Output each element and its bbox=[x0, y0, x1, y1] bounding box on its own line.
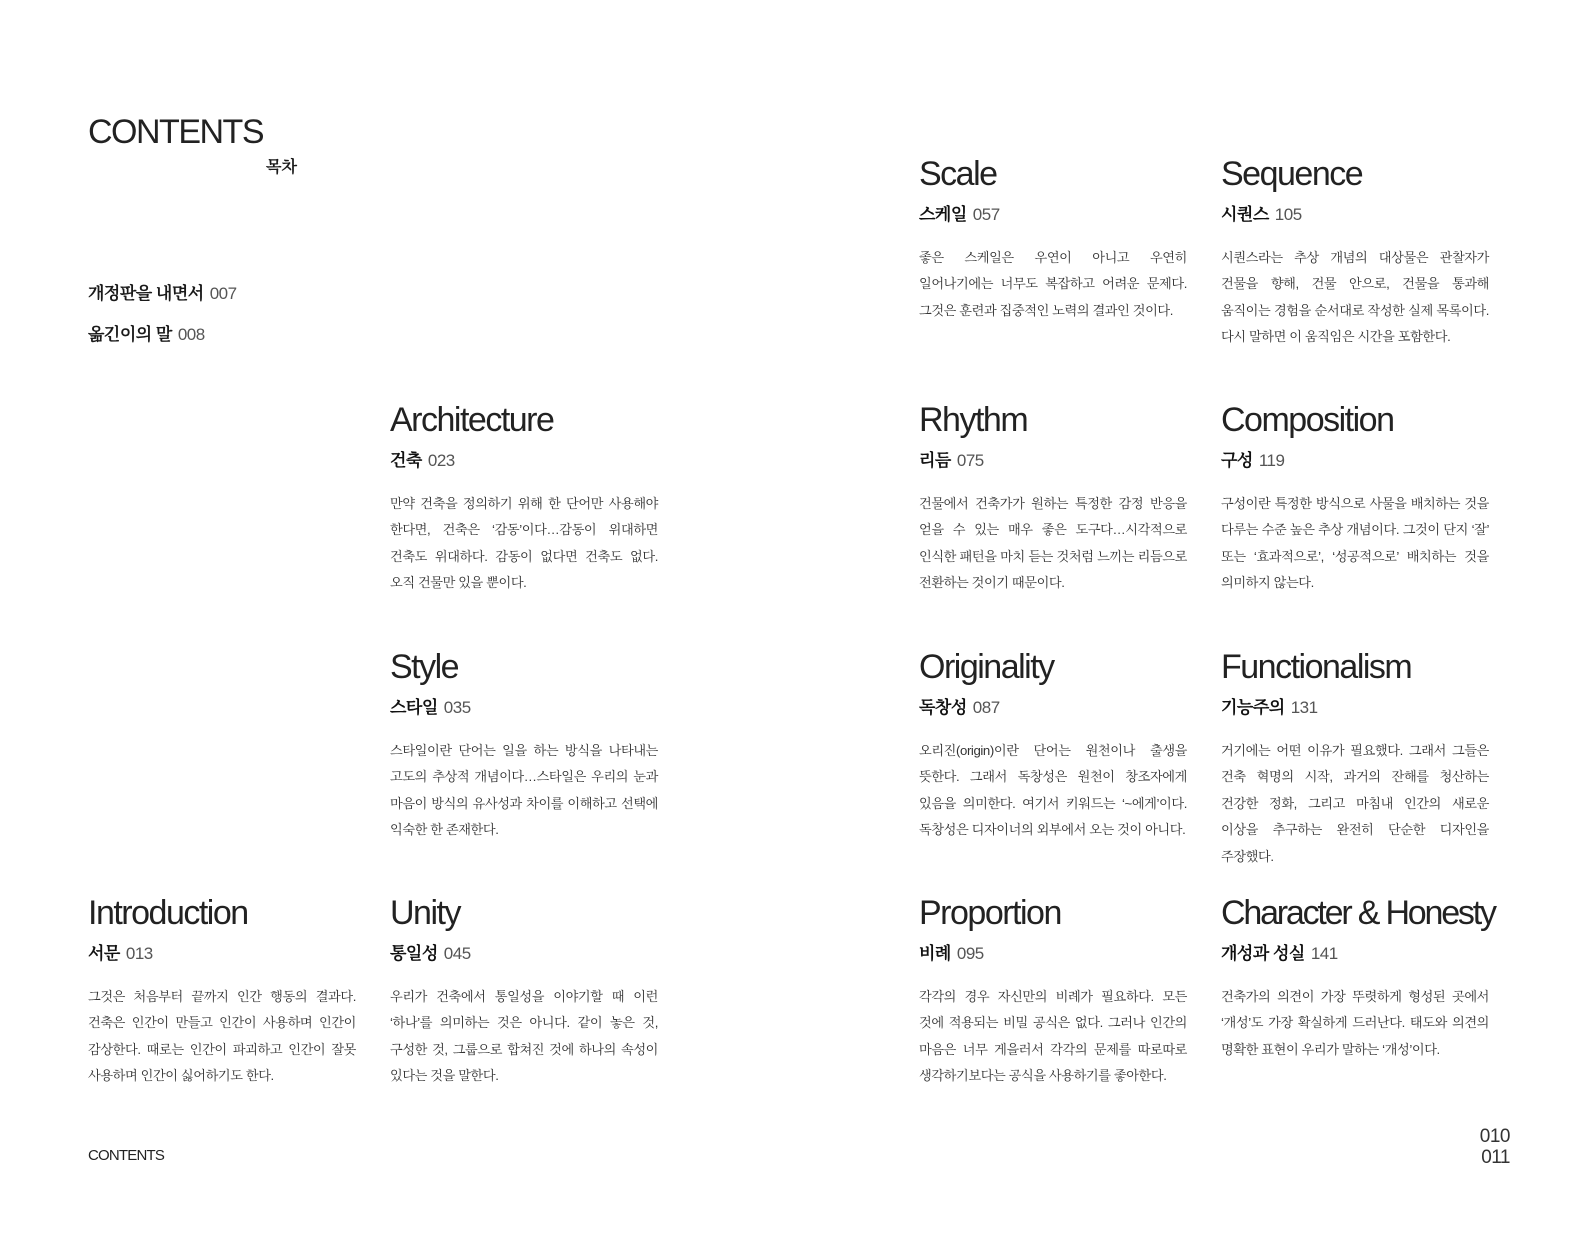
entry-title-ko: 스케일 bbox=[919, 204, 967, 224]
entry-title-ko: 개성과 성실 bbox=[1221, 943, 1305, 963]
entry-title-en: Originality bbox=[919, 648, 1054, 686]
entry-title-ko: 서문 bbox=[88, 943, 120, 963]
entry-title-ko: 통일성 bbox=[390, 943, 438, 963]
toc-entry-originality[interactable] bbox=[919, 647, 1187, 844]
front-matter-title: 옮긴이의 말 bbox=[88, 325, 172, 344]
entry-page: 045 bbox=[443, 943, 471, 963]
entry-page: 057 bbox=[972, 204, 1000, 224]
entry-description: 그것은 처음부터 끝까지 인간 행동의 결과다. 건축은 인간이 만들고 인간이 사용하며 인간이 감상한다. 때로는 인간이 파괴하고 인간이 잘못 사용하며 인간이 싫어하기도 한다. bbox=[88, 988, 356, 1084]
entry-page: 131 bbox=[1290, 697, 1318, 717]
front-matter-page: 007 bbox=[209, 284, 237, 303]
entry-title-en: Character & Honesty bbox=[1221, 894, 1495, 932]
entry-title-en: Proportion bbox=[919, 894, 1061, 932]
front-matter-preface[interactable] bbox=[88, 279, 237, 304]
entry-title-en: Functionalism bbox=[1221, 648, 1412, 686]
page-title: CONTENTS bbox=[88, 113, 263, 151]
entry-title-ko: 구성 bbox=[1221, 450, 1253, 470]
entry-page: 035 bbox=[443, 697, 471, 717]
entry-title-ko: 스타일 bbox=[390, 697, 438, 717]
toc-entry-rhythm[interactable] bbox=[919, 400, 1187, 597]
entry-title-ko: 독창성 bbox=[919, 697, 967, 717]
entry-title-en: Scale bbox=[919, 155, 997, 193]
entry-subtitle bbox=[1221, 446, 1489, 471]
entry-title-ko: 시퀀스 bbox=[1221, 204, 1269, 224]
entry-title-ko: 건축 bbox=[390, 450, 422, 470]
entry-subtitle bbox=[919, 939, 1187, 964]
entry-description: 거기에는 어떤 이유가 필요했다. 그래서 그들은 건축 혁명의 시작, 과거의 잔해를 청산하는 건강한 정화, 그리고 마침내 인간의 새로운 이상을 추구하는 완전히 단순한 디자인을 주장했다. bbox=[1221, 742, 1489, 864]
entry-title-en: Introduction bbox=[88, 894, 248, 932]
entry-page: 119 bbox=[1258, 450, 1285, 470]
toc-entry-proportion[interactable] bbox=[919, 893, 1187, 1090]
entry-subtitle bbox=[1221, 693, 1489, 718]
toc-entry-scale[interactable] bbox=[919, 154, 1187, 324]
entry-page: 095 bbox=[956, 943, 984, 963]
entry-subtitle bbox=[1221, 939, 1489, 964]
entry-title-ko: 리듬 bbox=[919, 450, 951, 470]
entry-title-en: Rhythm bbox=[919, 401, 1028, 439]
entry-subtitle bbox=[919, 200, 1187, 225]
entry-subtitle bbox=[919, 693, 1187, 718]
entry-description: 만약 건축을 정의하기 위해 한 단어만 사용해야 한다면, 건축은 ‘감동’이다…감동이 위대하면 건축도 위대하다. 감동이 없다면 건축도 없다. 오직 건물만 있을 뿐이다. bbox=[390, 495, 658, 591]
entry-description: 오리진(origin)이란 단어는 원천이나 출생을 뜻한다. 그래서 독창성은 원천이 창조자에게 있음을 의미한다. 여기서 키워드는 ‘~에게’이다. 독창성은 디자이너의 외부에서 오는 것이 아니다. bbox=[919, 742, 1187, 838]
entry-title-en: Unity bbox=[390, 894, 460, 932]
entry-page: 023 bbox=[427, 450, 455, 470]
entry-subtitle bbox=[919, 446, 1187, 471]
toc-entry-sequence[interactable] bbox=[1221, 154, 1489, 351]
page-number-left: 010 bbox=[1479, 1126, 1510, 1147]
entry-subtitle bbox=[390, 446, 658, 471]
entry-title-ko: 비례 bbox=[919, 943, 951, 963]
running-footer: CONTENTS bbox=[88, 1147, 165, 1164]
entry-title-en: Sequence bbox=[1221, 155, 1363, 193]
entry-description: 각각의 경우 자신만의 비례가 필요하다. 모든 것에 적용되는 비밀 공식은 없다. 그러나 인간의 마음은 너무 게을러서 각각의 문제를 따로따로 생각하기보다는 공식을 사용하기를 좋아한다. bbox=[919, 988, 1187, 1084]
entry-page: 075 bbox=[956, 450, 984, 470]
entry-description: 스타일이란 단어는 일을 하는 방식을 나타내는 고도의 추상적 개념이다…스타일은 우리의 눈과 마음이 방식의 유사성과 차이를 이해하고 선택에 익숙한 한 존재한다. bbox=[390, 742, 658, 838]
entry-description: 좋은 스케일은 우연이 아니고 우연히 일어나기에는 너무도 복잡하고 어려운 문제다. 그것은 훈련과 집중적인 노력의 결과인 것이다. bbox=[919, 249, 1187, 318]
toc-entry-composition[interactable] bbox=[1221, 400, 1489, 597]
toc-entry-character-honesty[interactable] bbox=[1221, 893, 1495, 1063]
entry-page: 141 bbox=[1310, 943, 1338, 963]
entry-subtitle bbox=[390, 939, 658, 964]
entry-subtitle bbox=[390, 693, 658, 718]
toc-entry-unity[interactable] bbox=[390, 893, 658, 1090]
entry-page: 013 bbox=[125, 943, 153, 963]
entry-page: 105 bbox=[1274, 204, 1302, 224]
front-matter-translator-note[interactable] bbox=[88, 320, 205, 345]
front-matter-page: 008 bbox=[177, 325, 205, 344]
front-matter-title: 개정판을 내면서 bbox=[88, 284, 204, 303]
entry-page: 087 bbox=[972, 697, 1000, 717]
entry-description: 우리가 건축에서 통일성을 이야기할 때 이런 ‘하나’를 의미하는 것은 아니다. 같이 놓은 것, 구성한 것, 그룹으로 합쳐진 것에 하나의 속성이 있다는 것을 말한다. bbox=[390, 988, 658, 1084]
page-numbers bbox=[1480, 1126, 1510, 1168]
entry-title-en: Architecture bbox=[390, 401, 554, 439]
entry-subtitle bbox=[88, 939, 356, 964]
entry-subtitle bbox=[1221, 200, 1489, 225]
entry-description: 건물에서 건축가가 원하는 특정한 감정 반응을 얻을 수 있는 매우 좋은 도구다…시각적으로 인식한 패턴을 마치 듣는 것처럼 느끼는 리듬으로 전환하는 것이기 때문이다. bbox=[919, 495, 1187, 591]
entry-title-ko: 기능주의 bbox=[1221, 697, 1285, 717]
entry-description: 시퀀스라는 추상 개념의 대상물은 관찰자가 건물을 향해, 건물 안으로, 건물을 통과해 움직이는 경험을 순서대로 작성한 실제 목록이다. 다시 말하면 이 움직임은 시간을 포함한다. bbox=[1221, 249, 1489, 345]
toc-entry-introduction[interactable] bbox=[88, 893, 356, 1090]
entry-description: 구성이란 특정한 방식으로 사물을 배치하는 것을 다루는 수준 높은 추상 개념이다. 그것이 단지 ‘잘’ 또는 ‘효과적으로’, ‘성공적으로’ 배치하는 것을 의미하지 않는다. bbox=[1221, 495, 1489, 591]
entry-description: 건축가의 의견이 가장 뚜렷하게 형성된 곳에서 ‘개성’도 가장 확실하게 드러난다. 태도와 의견의 명확한 표현이 우리가 말하는 ‘개성’이다. bbox=[1221, 988, 1489, 1057]
entry-title-en: Composition bbox=[1221, 401, 1394, 439]
page-number-right: 011 bbox=[1481, 1147, 1510, 1168]
toc-entry-architecture[interactable] bbox=[390, 400, 658, 597]
entry-title-en: Style bbox=[390, 648, 459, 686]
page-subtitle: 목차 bbox=[266, 159, 297, 176]
toc-entry-functionalism[interactable] bbox=[1221, 647, 1489, 870]
toc-entry-style[interactable] bbox=[390, 647, 658, 844]
